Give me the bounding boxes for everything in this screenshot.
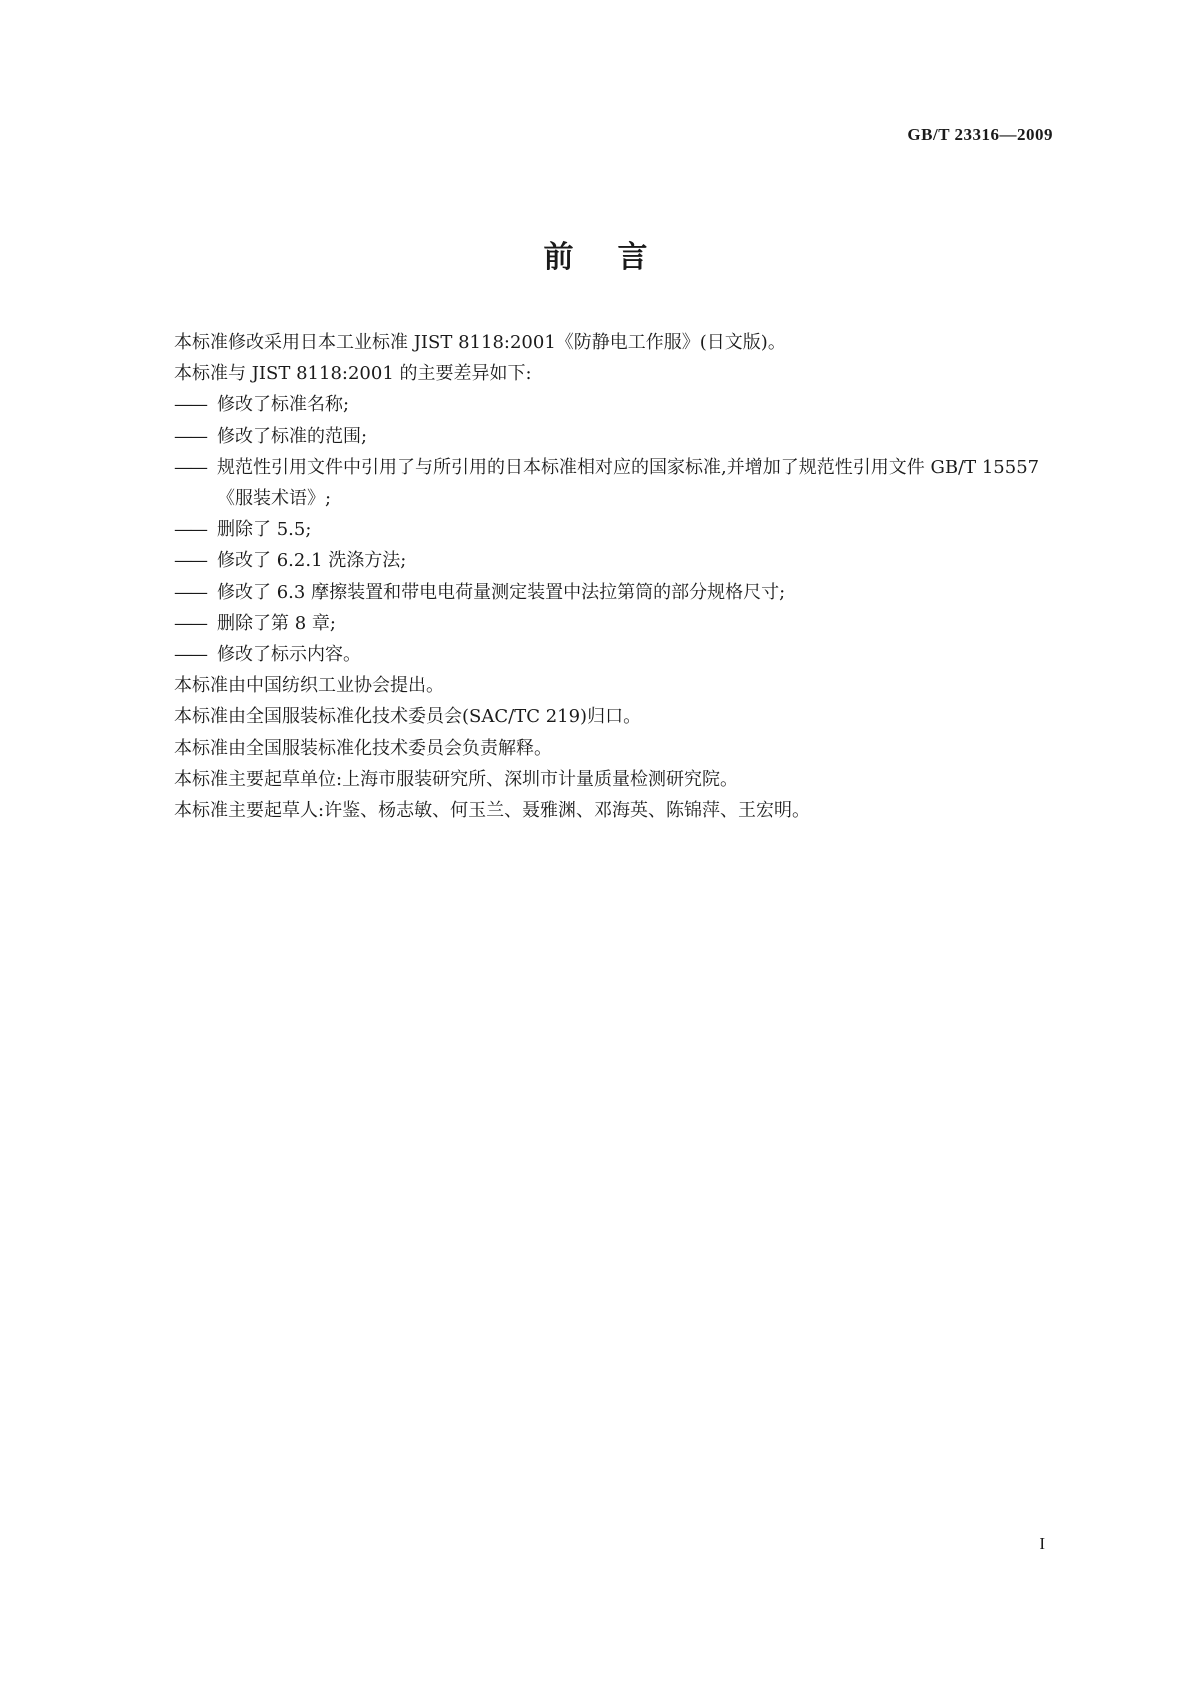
change-text: 删除了第 8 章; [217, 612, 336, 634]
change-text: 规范性引用文件中引用了与所引用的日本标准相对应的国家标准,并增加了规范性引用文件 GB/T 15557《服装术语》; [217, 456, 1040, 510]
adoption-statement: 本标准修改采用日本工业标准 JIST 8118:2001《防静电工作服》(日文版)。 [174, 332, 786, 353]
dash-marker: —— [174, 456, 206, 478]
change-item [174, 608, 1054, 639]
page-title: 前言 [543, 240, 692, 275]
differences-intro: 本标准与 JIST 8118:2001 的主要差异如下: [174, 363, 532, 385]
dash-marker: —— [174, 550, 206, 572]
change-text: 修改了标示内容。 [217, 644, 361, 666]
change-text: 修改了 6.3 摩擦装置和带电电荷量测定装置中法拉第筒的部分规格尺寸; [217, 581, 786, 603]
page-number: I [1039, 1534, 1045, 1553]
drafters-statement: 本标准主要起草人:许鉴、杨志敏、何玉兰、聂雅渊、邓海英、陈锦萍、王宏明。 [174, 800, 811, 822]
change-text: 修改了标准的范围; [217, 425, 368, 447]
change-item [174, 577, 1054, 608]
proposer-statement: 本标准由中国纺织工业协会提出。 [174, 675, 444, 697]
dash-marker: —— [174, 425, 206, 447]
dash-marker: —— [174, 581, 206, 603]
change-text: 修改了 6.2.1 洗涤方法; [217, 550, 407, 572]
change-item [174, 389, 1054, 420]
change-item [174, 421, 1054, 452]
drafting-units-statement: 本标准主要起草单位:上海市服装研究所、深圳市计量质量检测研究院。 [174, 768, 739, 790]
standard-number: GB/T 23316—2009 [907, 125, 1053, 144]
change-item [174, 639, 1054, 670]
dash-marker: —— [174, 612, 206, 634]
centralized-statement: 本标准由全国服装标准化技术委员会(SAC/TC 219)归口。 [174, 706, 642, 728]
dash-marker: —— [174, 519, 206, 541]
change-item [174, 452, 1054, 514]
change-item [174, 514, 1054, 545]
change-text: 修改了标准名称; [217, 394, 350, 416]
change-text: 删除了 5.5; [217, 519, 312, 541]
dash-marker: —— [174, 644, 206, 666]
interpretation-statement: 本标准由全国服装标准化技术委员会负责解释。 [174, 737, 552, 759]
change-item [174, 545, 1054, 576]
foreword-body [174, 327, 1054, 826]
dash-marker: —— [174, 394, 206, 416]
